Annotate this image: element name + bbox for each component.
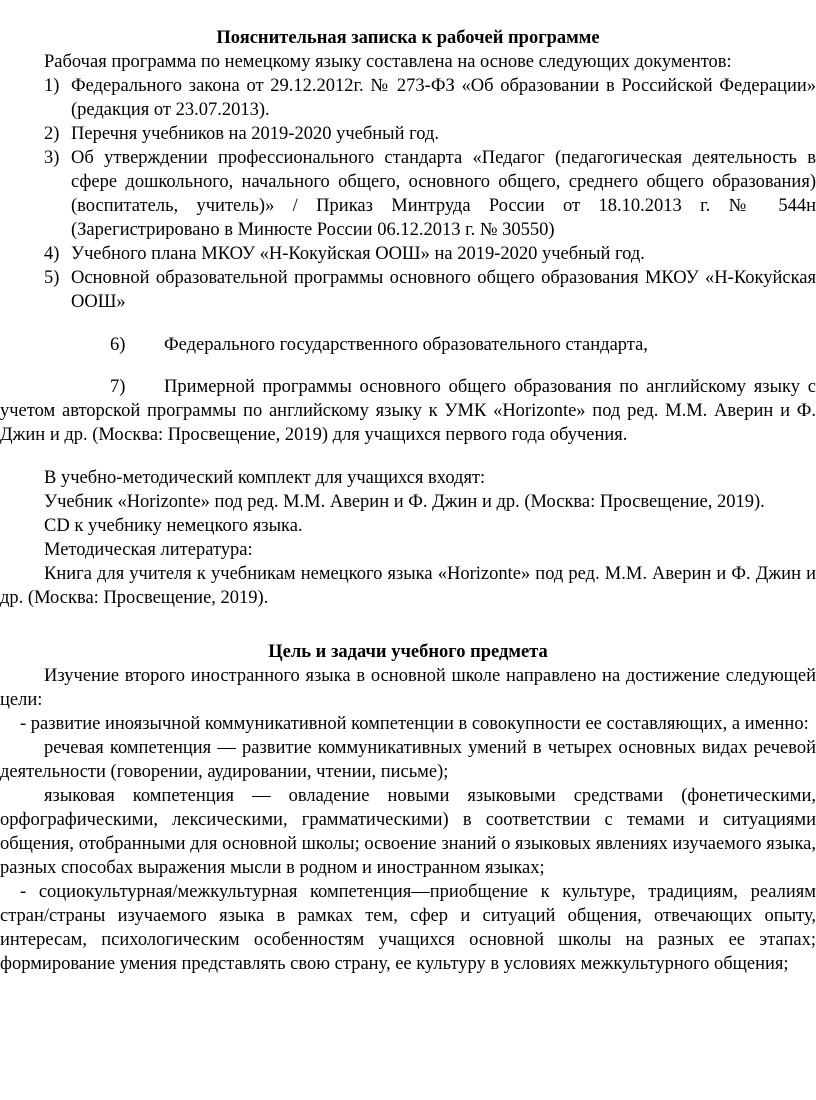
list-text: Об утверждении профессионального стандарта «Педагог (педагогическая деятельность в сфере дошкольного, начального общего, основного общего, среднего общего образования) (воспитатель, учитель)» / Приказ Минтруда России от 18.10.2013 г. № 544н (Зарегистрировано в Минюсте России 06.12.2013 г. № 30550) bbox=[71, 148, 816, 240]
list-text: Перечня учебников на 2019-2020 учебный год. bbox=[71, 124, 439, 144]
list-text: Учебного плана МКОУ «Н-Кокуйская ООШ» на 2019-2020 учебный год. bbox=[71, 244, 645, 264]
list-number: 5) bbox=[44, 268, 60, 288]
page-title: Пояснительная записка к рабочей программе bbox=[216, 28, 600, 48]
goal-intro: Изучение второго иностранного языка в основной школе направлено на достижение следующей цели: bbox=[0, 665, 816, 710]
list-number: 3) bbox=[44, 148, 60, 168]
list-text: Федерального закона от 29.12.2012г. № 273-ФЗ «Об образовании в Российской Федерации» (редакция от 23.07.2013). bbox=[71, 76, 816, 120]
list-item bbox=[0, 146, 816, 242]
speech-competence: речевая компетенция — развитие коммуникативных умений в четырех основных видах речевой деятельности (говорении, аудировании, чтении, письме); bbox=[0, 737, 816, 782]
document-content bbox=[0, 26, 816, 976]
goal-main: - развитие иноязычной коммуникативной компетенции в совокупности ее составляющих, а именно: bbox=[20, 713, 809, 734]
list-item bbox=[0, 266, 816, 314]
sociocultural-competence: - социокультурная/межкультурная компетенция—приобщение к культуре, традициям, реалиям стран/страны изучаемого языка в рамках тем, сфер и ситуаций общения, отвечающих опыту, интересам, психологическим особенностям учащихся основной школы на разных ее этапах; формирование умения представлять свою страну, ее культуру в условиях межкультурного общения; bbox=[0, 881, 816, 974]
list-number: 2) bbox=[44, 124, 60, 144]
list-number: 1) bbox=[44, 76, 60, 96]
list-number: 7) bbox=[110, 377, 126, 397]
kit-literature: Методическая литература: bbox=[44, 539, 253, 560]
list-text: Федерального государственного образовательного стандарта, bbox=[164, 334, 648, 355]
list-item bbox=[0, 74, 816, 122]
list-item bbox=[0, 122, 816, 146]
language-competence: языковая компетенция — овладение новыми языковыми средствами (фонетическими, орфографическими, лексическими, грамматическими) в соответствии с темами и ситуациями общения, отобранными для основной школы; освоение знаний о языковых явлениях изучаемого языка, разных способах выражения мысли в родном и иностранном языках; bbox=[0, 785, 816, 878]
list-item-7 bbox=[0, 375, 816, 447]
kit-intro: В учебно-методический комплект для учащихся входят: bbox=[44, 467, 486, 488]
kit-cd: CD к учебнику немецкого языка. bbox=[44, 515, 303, 536]
list-text: Примерной программы основного общего образования по английскому языку с учетом авторской программы по английскому языку к УМК «Horizonte» под ред. М.М. Аверин и Ф. Джин и др. (Москва: Просвещение, 2019) для учащихся первого года обучения. bbox=[0, 377, 816, 445]
kit-teacher-book: Книга для учителя к учебникам немецкого языка «Horizonte» под ред. М.М. Аверин и Ф. Джин и др. (Москва: Просвещение, 2019). bbox=[0, 563, 816, 608]
list-item-6 bbox=[0, 333, 816, 357]
documents-list bbox=[0, 74, 816, 314]
section-title: Цель и задачи учебного предмета bbox=[268, 641, 548, 662]
list-number: 4) bbox=[44, 244, 60, 264]
list-item bbox=[0, 242, 816, 266]
intro-paragraph: Рабочая программа по немецкому языку составлена на основе следующих документов: bbox=[44, 52, 732, 72]
list-text: Основной образовательной программы основного общего образования МКОУ «Н-Кокуйская ООШ» bbox=[71, 268, 816, 312]
section-spacer bbox=[0, 610, 816, 640]
kit-textbook: Учебник «Horizonte» под ред. М.М. Аверин и Ф. Джин и др. (Москва: Просвещение, 2019). bbox=[44, 491, 765, 512]
list-number: 6) bbox=[110, 334, 126, 355]
